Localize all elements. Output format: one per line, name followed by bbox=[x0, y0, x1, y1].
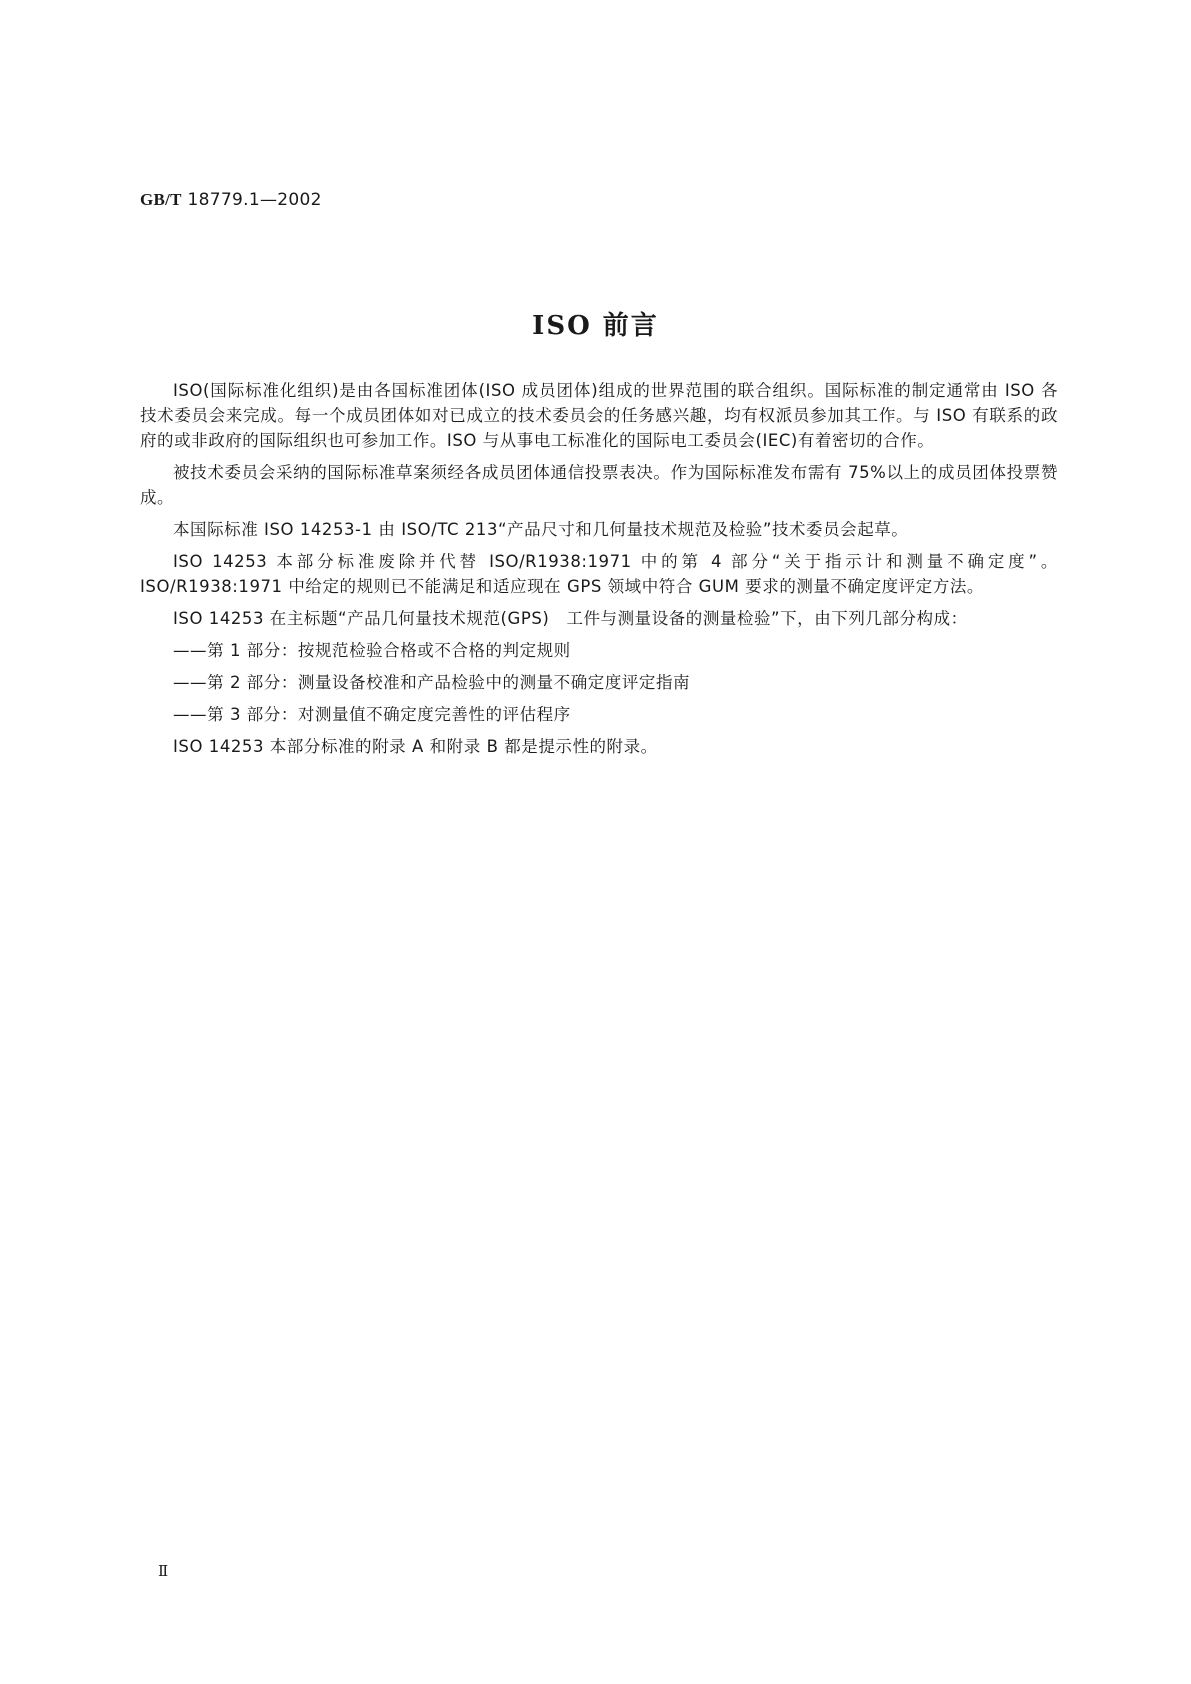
paragraph-structure: ISO 14253 在主标题“产品几何量技术规范(GPS) 工件与测量设备的测量检验”下，由下列几部分构成： bbox=[173, 609, 968, 628]
page-number: Ⅱ bbox=[158, 1562, 169, 1580]
list-item: ——第 2 部分：测量设备校准和产品检验中的测量不确定度评定指南 bbox=[173, 673, 691, 692]
paragraph-replacement: ISO 14253 本部分标准废除并代替 ISO/R1938:1971 中的第 4 部分“关于指示计和测量不确定度”。ISO/R1938:1971 中给定的规则已不能满足和适应现在 GPS 领域中符合 GUM 要求的测量不确定度评定方法。 bbox=[140, 552, 1058, 596]
paragraph-drafting: 本国际标准 ISO 14253-1 由 ISO/TC 213“产品尺寸和几何量技术规范及检验”技术委员会起草。 bbox=[173, 520, 909, 539]
foreword-body bbox=[140, 378, 1058, 766]
paragraph-iso-intro: ISO(国际标准化组织)是由各国标准团体(ISO 成员团体)组成的世界范围的联合组织。国际标准的制定通常由 ISO 各技术委员会来完成。每一个成员团体如对已成立的技术委员会的任务感兴趣，均有权派员参加其工作。与 ISO 有联系的政府的或非政府的国际组织也可参加工作。ISO 与从事电工标准化的国际电工委员会(IEC)有着密切的合作。 bbox=[140, 381, 1058, 450]
paragraph-annexes: ISO 14253 本部分标准的附录 A 和附录 B 都是提示性的附录。 bbox=[173, 737, 658, 756]
paragraph-voting: 被技术委员会采纳的国际标准草案须经各成员团体通信投票表决。作为国际标准发布需有 75%以上的成员团体投票赞成。 bbox=[140, 463, 1058, 507]
parts-list bbox=[140, 638, 1058, 727]
standard-number: 18779.1—2002 bbox=[187, 190, 322, 210]
standard-code bbox=[140, 190, 322, 210]
page-title: ISO 前言 bbox=[532, 311, 659, 341]
list-item: ——第 3 部分：对测量值不确定度完善性的评估程序 bbox=[173, 705, 571, 724]
list-item: ——第 1 部分：按规范检验合格或不合格的判定规则 bbox=[173, 641, 571, 660]
standard-prefix: GB/T bbox=[140, 190, 182, 209]
